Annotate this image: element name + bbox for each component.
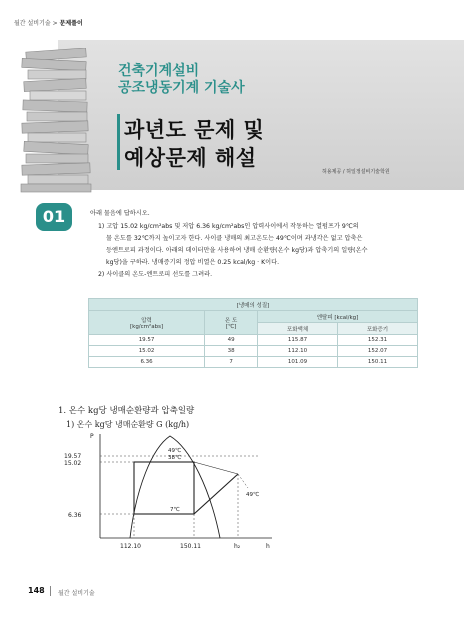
table-caption: [냉매의 성질] <box>89 299 418 311</box>
banner-subtitle-2: 공조냉동기계 기술사 <box>118 80 245 96</box>
x-axis-label: h <box>266 543 270 550</box>
refrigerant-properties-table <box>88 298 418 368</box>
table-row <box>89 357 418 368</box>
solution-heading: 1. 온수 kg당 냉매순환량과 압축일량 <box>58 406 195 416</box>
footer-divider <box>50 586 51 596</box>
question-line: 아래 물음에 답하시오. <box>90 210 150 217</box>
breadcrumb-magazine: 월간 설비기술 <box>14 20 51 27</box>
banner-title-2: 예상문제 해설 <box>124 146 257 170</box>
cycle-box <box>134 462 194 514</box>
breadcrumb <box>14 18 83 27</box>
page-number: 148 <box>28 586 45 595</box>
isotherm-49 <box>238 474 248 488</box>
banner-subtitle-1: 건축기계설비 <box>118 63 200 79</box>
table-cell: 152.31 <box>338 335 418 346</box>
col-saturated-vapor: 포화증기 <box>338 323 418 335</box>
label-49c-top: 49℃ <box>168 448 182 454</box>
title-accent-bar <box>117 114 120 170</box>
question-line: 1) 고압 15.02 kg/cm²abs 및 저압 6.36 kg/cm²abs인 압력사이에서 작동하는 열펌프가 9℃의 <box>98 223 359 230</box>
ph-diagram <box>60 428 290 556</box>
table-row <box>89 346 418 357</box>
label-7c: 7℃ <box>170 507 180 513</box>
y-tick-15.02: 15.02 <box>64 460 82 467</box>
banner-title-1: 과년도 문제 및 <box>124 118 265 142</box>
table-cell: 38 <box>205 346 258 357</box>
x-tick-h2: h₂ <box>234 543 241 550</box>
col-pressure: 압력 [kg/cm²abs] <box>89 311 205 335</box>
breadcrumb-section: 문제풀이 <box>59 20 83 27</box>
table-cell: 150.11 <box>338 357 418 368</box>
table-cell: 6.36 <box>89 357 205 368</box>
x-tick-112.10: 112.10 <box>120 543 141 550</box>
table-cell: 115.87 <box>258 335 338 346</box>
table-cell: 19.57 <box>89 335 205 346</box>
col-enthalpy: 엔탈피 [kcal/kg] <box>258 311 418 323</box>
desuperheat-line <box>194 462 238 474</box>
question-line: 2) 사이클의 온도-엔트로피 선도를 그려라. <box>98 271 213 278</box>
table-row <box>89 335 418 346</box>
col-saturated-liquid: 포화액체 <box>258 323 338 335</box>
label-49c-right: 49℃ <box>246 492 260 498</box>
x-tick-150.11: 150.11 <box>180 543 201 550</box>
table-cell: 112.10 <box>258 346 338 357</box>
y-axis-label: P <box>90 433 94 440</box>
table-cell: 152.07 <box>338 346 418 357</box>
question-line: 등엔트로피 과정이다. 아래의 데이터만을 사용하여 냉매 순환량(온수 kg당)과 압축기의 일량(온수 <box>106 247 368 254</box>
footer-magazine: 월간 설비기술 <box>58 590 95 597</box>
table-cell: 7 <box>205 357 258 368</box>
label-38c: 38℃ <box>168 455 182 461</box>
y-tick-6.36: 6.36 <box>68 512 82 519</box>
question-line: 물 온도를 32℃까지 높이고자 한다. 사이클 냉매의 최고온도는 49℃이며 과냉각은 없고 압축은 <box>106 235 363 242</box>
breadcrumb-separator: > <box>52 20 58 27</box>
books-illustration <box>18 48 106 193</box>
question-line: kg당)을 구하라. 냉매증기의 정압 비열은 0.25 kcal/kg · K이다. <box>106 259 280 266</box>
col-temperature: 온 도 [℃] <box>205 311 258 335</box>
y-tick-19.57: 19.57 <box>64 453 82 460</box>
question-number-badge: 01 <box>36 203 72 231</box>
table-cell: 15.02 <box>89 346 205 357</box>
table-cell: 101.09 <box>258 357 338 368</box>
table-cell: 49 <box>205 335 258 346</box>
solution-subheading: 1) 온수 kg당 냉매순환량 G (kg/h) <box>66 420 190 429</box>
byline: 허용제공 / 허일정설비기술학원 <box>322 169 390 175</box>
compression-line <box>194 474 238 514</box>
